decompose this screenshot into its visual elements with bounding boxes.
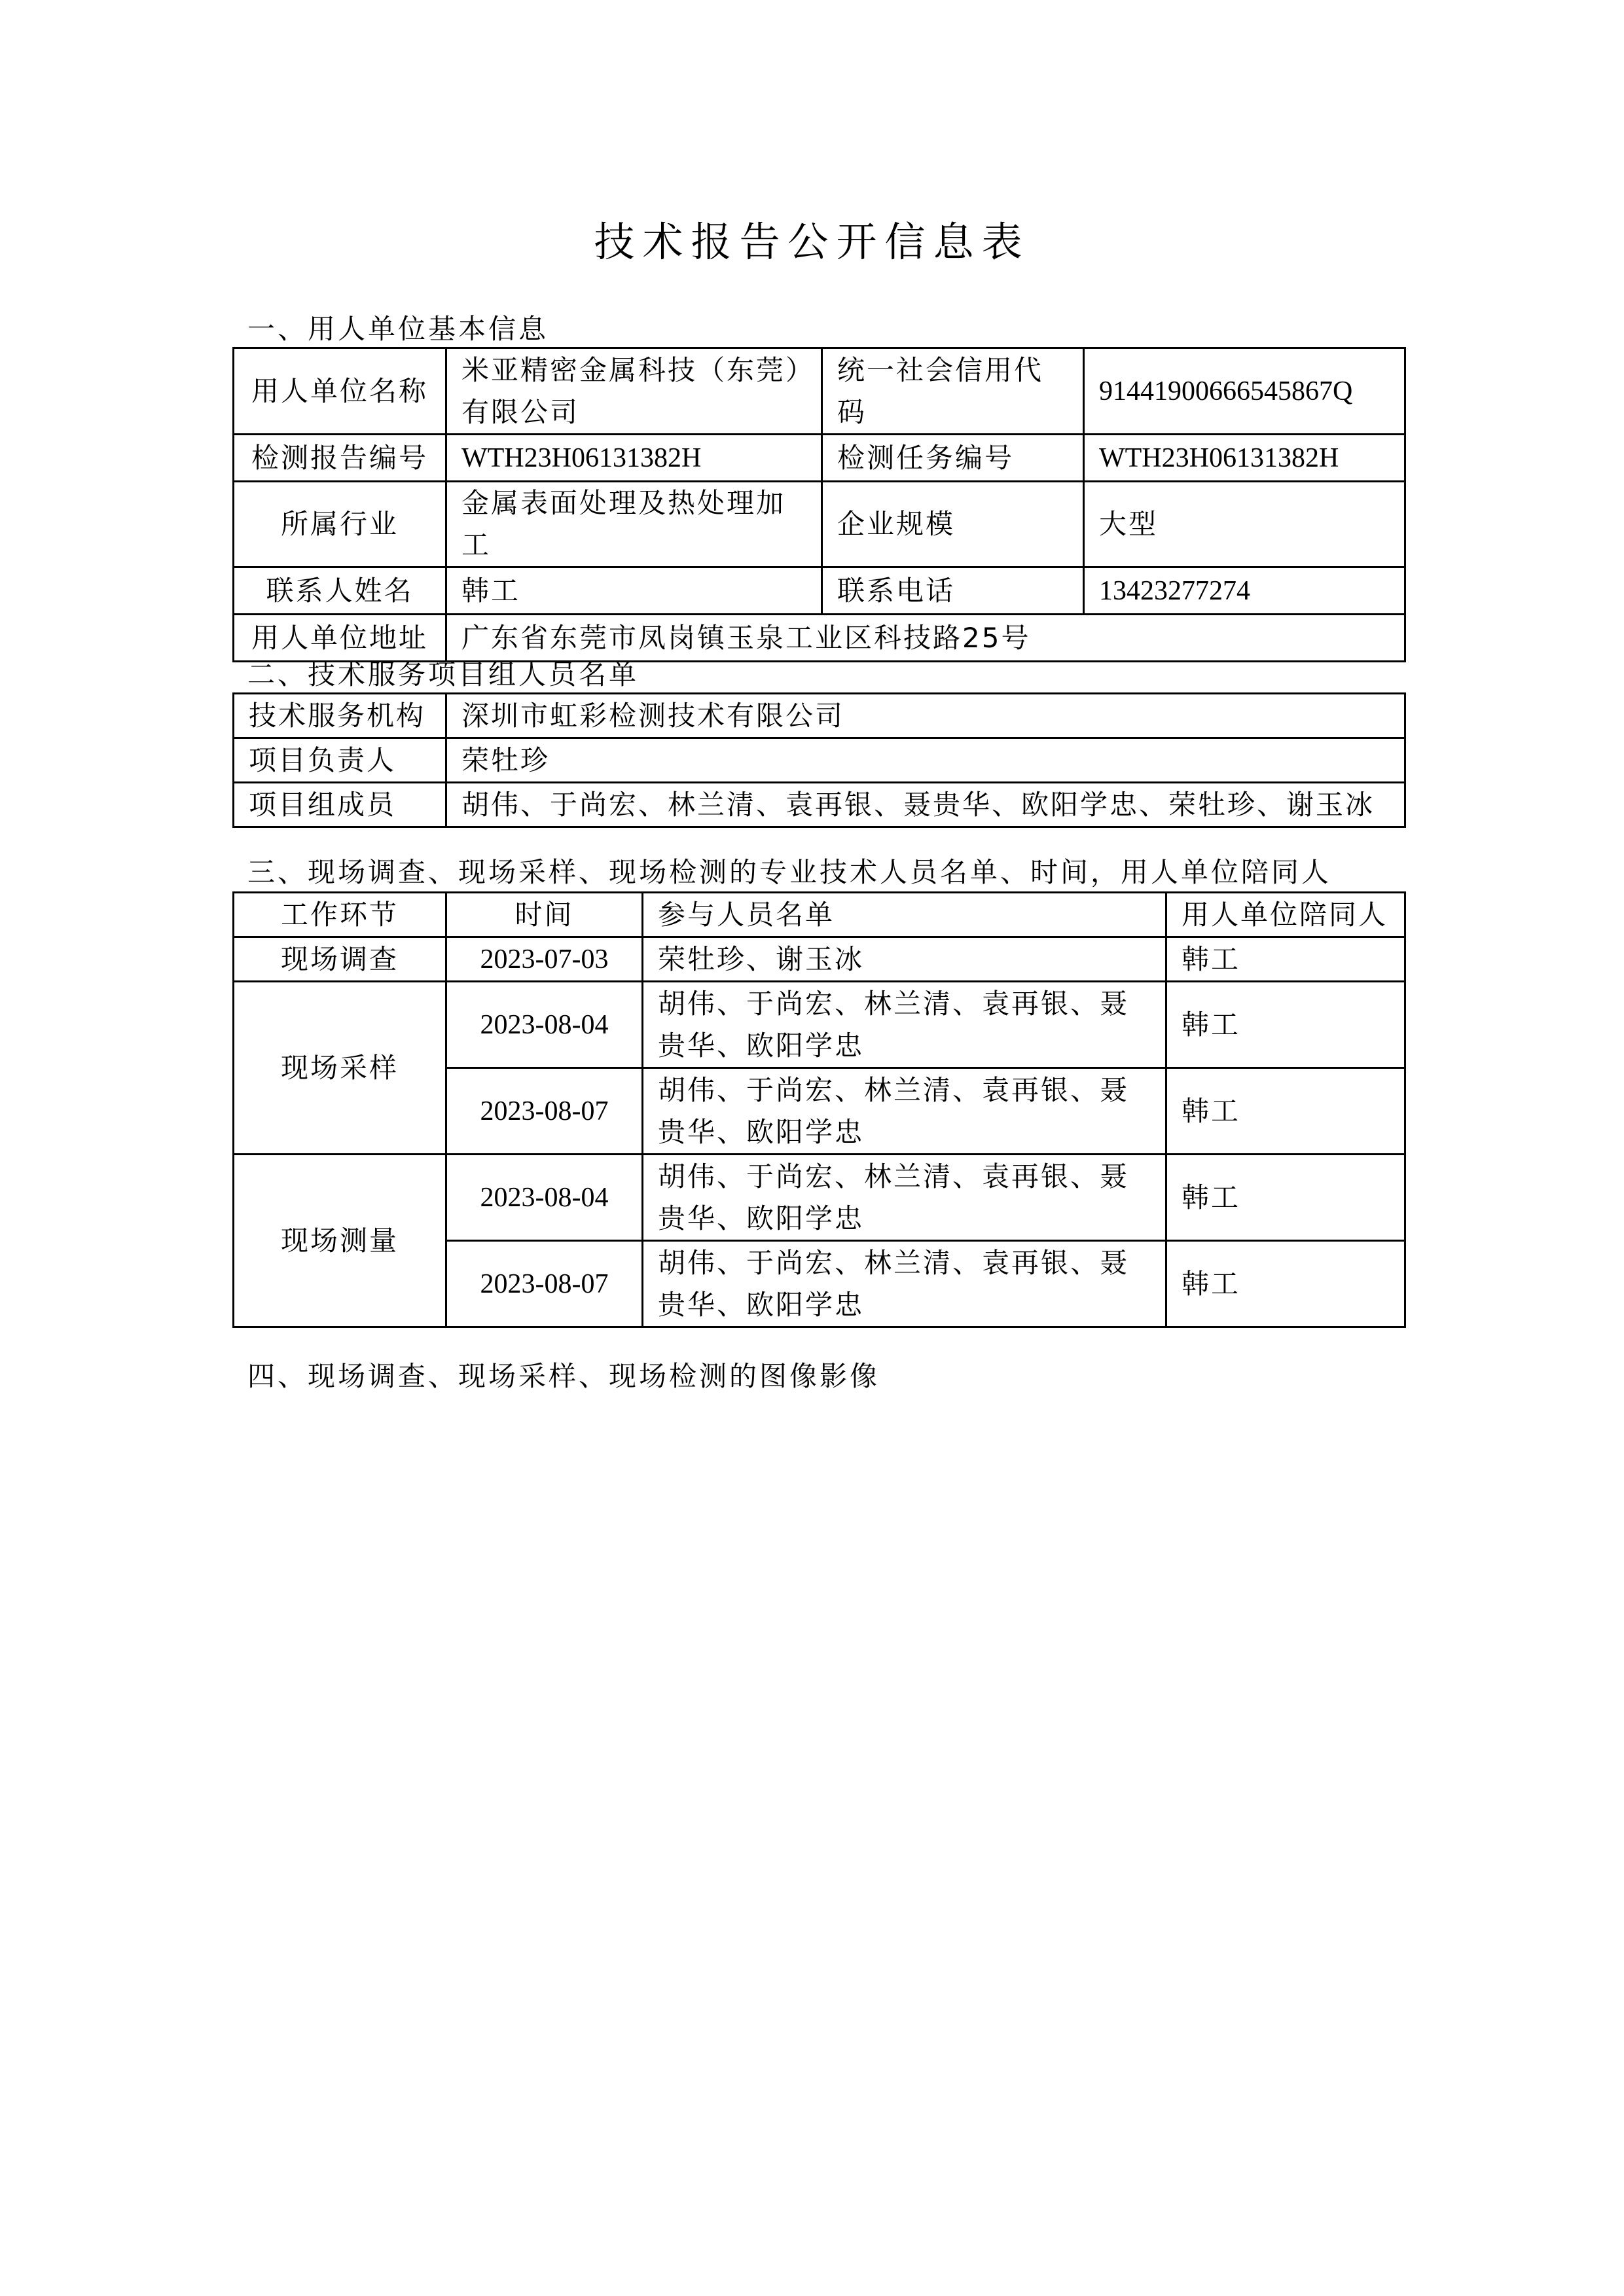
people-cell: 胡伟、于尚宏、林兰清、袁再银、聂贵华、欧阳学忠 bbox=[643, 982, 1166, 1068]
escort-cell: 韩工 bbox=[1166, 1241, 1405, 1327]
label-credit-code: 统一社会信用代码 bbox=[822, 348, 1084, 435]
people-cell: 荣牡珍、谢玉冰 bbox=[643, 937, 1166, 982]
header-escort: 用人单位陪同人 bbox=[1166, 893, 1405, 937]
section2-heading: 二、技术服务项目组人员名单 bbox=[247, 658, 640, 691]
table-row bbox=[234, 348, 1405, 435]
table-row bbox=[234, 435, 1405, 482]
label-contact-name: 联系人姓名 bbox=[234, 567, 446, 615]
stage-sampling: 现场采样 bbox=[234, 982, 446, 1155]
value-report-number: WTH23H06131382H bbox=[446, 435, 822, 482]
escort-cell: 韩工 bbox=[1166, 1068, 1405, 1155]
label-employer-name: 用人单位名称 bbox=[234, 348, 446, 435]
label-industry: 所属行业 bbox=[234, 482, 446, 567]
stage-measurement: 现场测量 bbox=[234, 1155, 446, 1327]
date-cell: 2023-08-07 bbox=[446, 1241, 643, 1327]
project-team-table bbox=[232, 692, 1406, 828]
value-contact-name: 韩工 bbox=[446, 567, 822, 615]
table-row bbox=[234, 567, 1405, 615]
date-cell: 2023-08-07 bbox=[446, 1068, 643, 1155]
value-service-org: 深圳市虹彩检测技术有限公司 bbox=[446, 694, 1405, 738]
value-industry: 金属表面处理及热处理加工 bbox=[446, 482, 822, 567]
fieldwork-table bbox=[232, 891, 1406, 1328]
value-employer-name: 米亚精密金属科技（东莞）有限公司 bbox=[446, 348, 822, 435]
table-row bbox=[234, 937, 1405, 982]
section4-heading: 四、现场调查、现场采样、现场检测的图像影像 bbox=[247, 1360, 880, 1392]
label-task-number: 检测任务编号 bbox=[822, 435, 1084, 482]
header-people: 参与人员名单 bbox=[643, 893, 1166, 937]
table-row bbox=[234, 783, 1405, 827]
value-enterprise-scale: 大型 bbox=[1084, 482, 1405, 567]
date-cell: 2023-08-04 bbox=[446, 1155, 643, 1241]
label-contact-phone: 联系电话 bbox=[822, 567, 1084, 615]
table-row bbox=[234, 482, 1405, 567]
table-row bbox=[234, 694, 1405, 738]
value-contact-phone: 13423277274 bbox=[1084, 567, 1405, 615]
value-team-members: 胡伟、于尚宏、林兰清、袁再银、聂贵华、欧阳学忠、荣牡珍、谢玉冰 bbox=[446, 783, 1405, 827]
table-row bbox=[234, 738, 1405, 783]
escort-cell: 韩工 bbox=[1166, 937, 1405, 982]
page-title: 技术报告公开信息表 bbox=[594, 218, 1030, 266]
people-cell: 胡伟、于尚宏、林兰清、袁再银、聂贵华、欧阳学忠 bbox=[643, 1155, 1166, 1241]
basic-info-table bbox=[232, 347, 1406, 662]
escort-cell: 韩工 bbox=[1166, 982, 1405, 1068]
value-task-number: WTH23H06131382H bbox=[1084, 435, 1405, 482]
section3-heading: 三、现场调查、现场采样、现场检测的专业技术人员名单、时间，用人单位陪同人 bbox=[247, 856, 1332, 888]
date-cell: 2023-08-04 bbox=[446, 982, 643, 1068]
value-credit-code: 91441900666545867Q bbox=[1084, 348, 1405, 435]
value-project-leader: 荣牡珍 bbox=[446, 738, 1405, 783]
stage-survey: 现场调查 bbox=[234, 937, 446, 982]
people-cell: 胡伟、于尚宏、林兰清、袁再银、聂贵华、欧阳学忠 bbox=[643, 1241, 1166, 1327]
label-service-org: 技术服务机构 bbox=[234, 694, 446, 738]
header-stage: 工作环节 bbox=[234, 893, 446, 937]
label-enterprise-scale: 企业规模 bbox=[822, 482, 1084, 567]
label-address: 用人单位地址 bbox=[234, 615, 446, 662]
label-project-leader: 项目负责人 bbox=[234, 738, 446, 783]
table-header-row bbox=[234, 893, 1405, 937]
value-address: 广东省东莞市凤岗镇玉泉工业区科技路25号 bbox=[446, 615, 1405, 662]
table-row bbox=[234, 1155, 1405, 1241]
label-team-members: 项目组成员 bbox=[234, 783, 446, 827]
escort-cell: 韩工 bbox=[1166, 1155, 1405, 1241]
header-date: 时间 bbox=[446, 893, 643, 937]
people-cell: 胡伟、于尚宏、林兰清、袁再银、聂贵华、欧阳学忠 bbox=[643, 1068, 1166, 1155]
section1-heading: 一、用人单位基本信息 bbox=[247, 313, 549, 345]
label-report-number: 检测报告编号 bbox=[234, 435, 446, 482]
table-row bbox=[234, 982, 1405, 1068]
date-cell: 2023-07-03 bbox=[446, 937, 643, 982]
